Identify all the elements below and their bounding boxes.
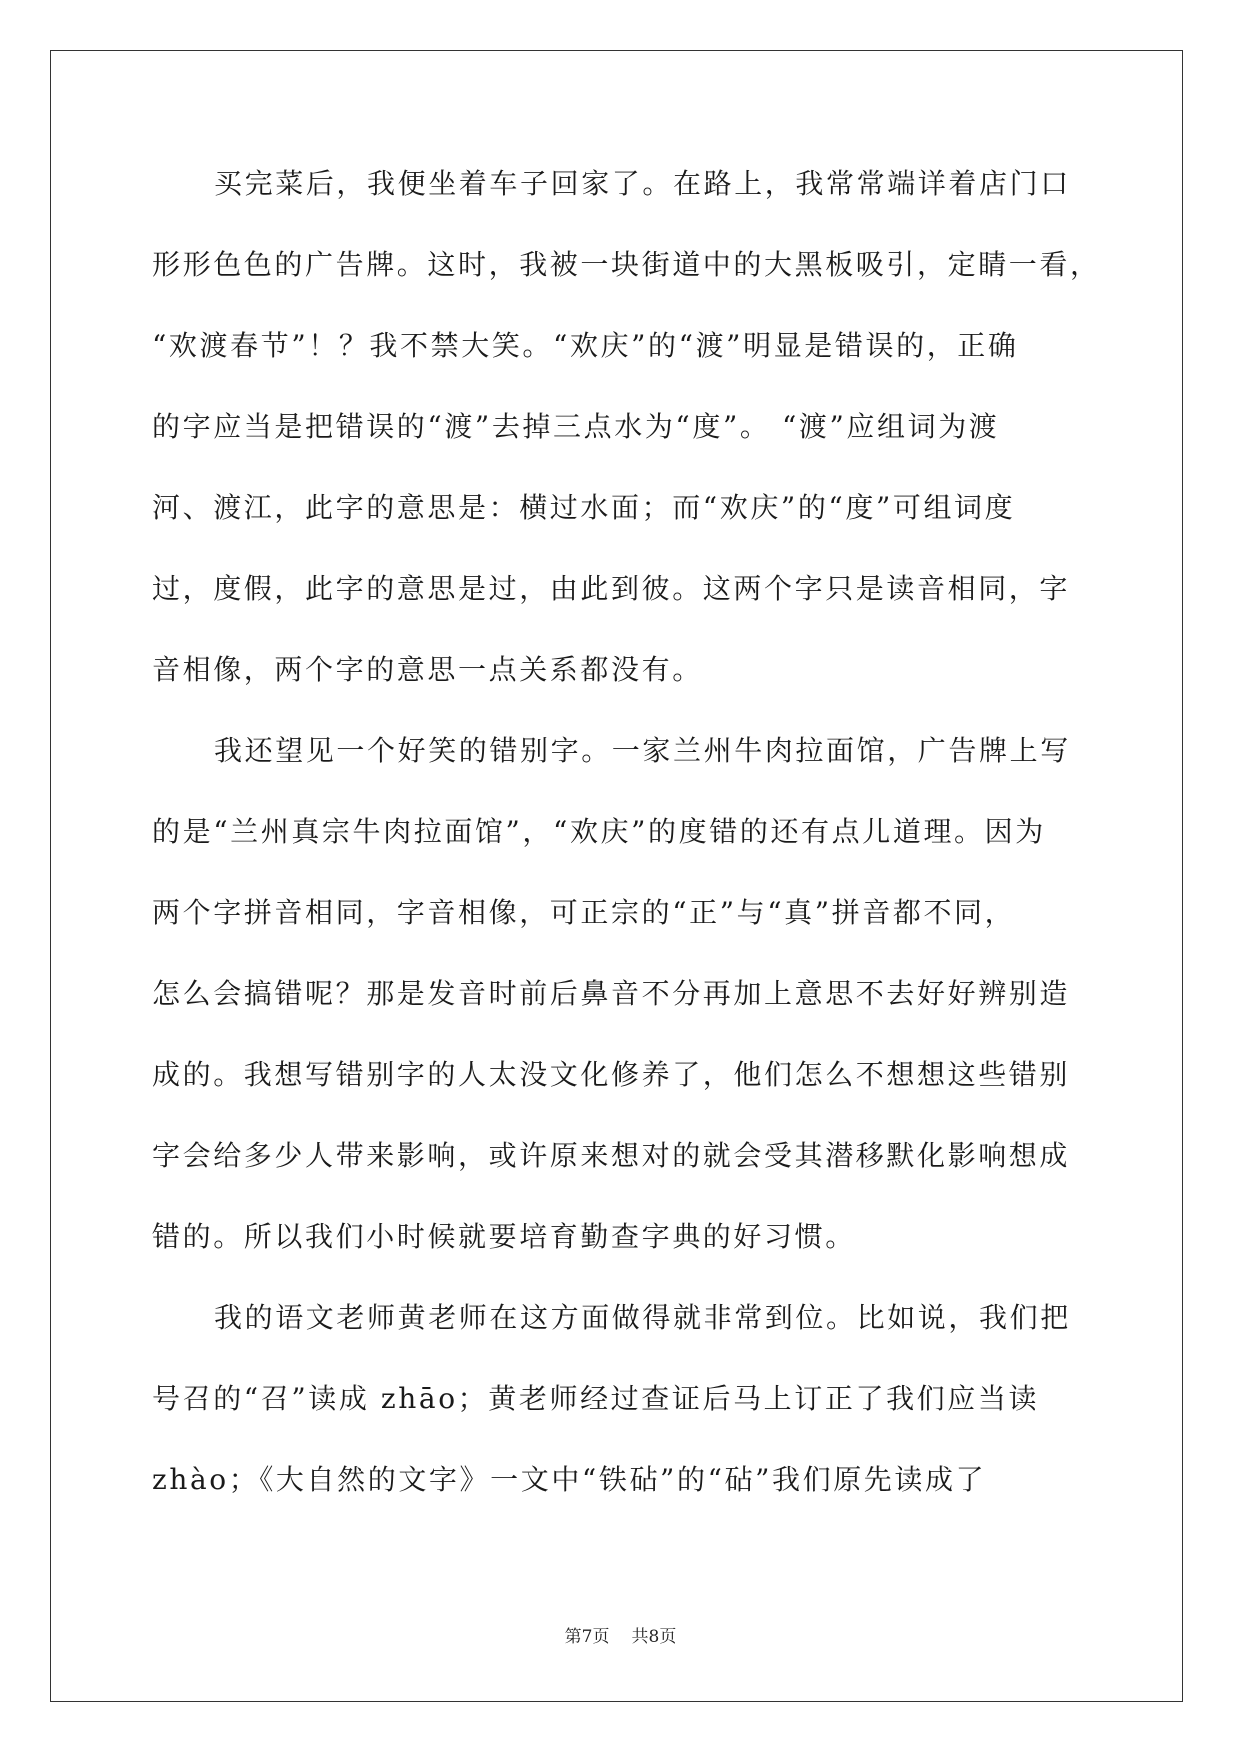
paragraph-1-line-4: 的字应当是把错误的“渡”去掉三点水为“度”。 “渡”应组词为渡 <box>152 410 1000 443</box>
paragraph-2-line-1: 我还望见一个好笑的错别字。一家兰州牛肉拉面馆，广告牌上写 <box>214 734 1071 767</box>
paragraph-1-line-7: 音相像，两个字的意思一点关系都没有。 <box>152 653 703 686</box>
paragraph-1-line-3: “欢渡春节”！？我不禁大笑。“欢庆”的“渡”明显是错误的，正确 <box>152 329 1019 362</box>
paragraph-2-line-7: 错的。所以我们小时候就要培育勤查字典的好习惯。 <box>152 1220 856 1253</box>
page-number-total: 共8页 <box>631 1627 677 1647</box>
paragraph-1-line-6: 过，度假，此字的意思是过，由此到彼。这两个字只是读音相同，字 <box>152 572 1071 605</box>
paragraph-2-line-6: 字会给多少人带来影响，或许原来想对的就会受其潜移默化影响想成 <box>152 1139 1071 1172</box>
paragraph-2-line-3: 两个字拼音相同，字音相像，可正宗的“正”与“真”拼音都不同， <box>152 896 1016 929</box>
paragraph-1-line-5: 河、渡江，此字的意思是：横过水面；而“欢庆”的“度”可组词度 <box>152 491 1016 524</box>
paragraph-2-line-5: 成的。我想写错别字的人太没文化修养了，他们怎么不想想这些错别 <box>152 1058 1071 1091</box>
page-footer <box>0 1622 1241 1647</box>
document-body <box>152 160 1102 1537</box>
paragraph-2-line-2: 的是“兰州真宗牛肉拉面馆”，“欢庆”的度错的还有点儿道理。因为 <box>152 815 1046 848</box>
paragraph-1-line-1: 买完菜后，我便坐着车子回家了。在路上，我常常端详着店门口 <box>214 167 1071 200</box>
paragraph-3-line-2: 号召的“召”读成 zhāo；黄老师经过查证后马上订正了我们应当读 <box>152 1382 1040 1415</box>
paragraph-1-line-2: 形形色色的广告牌。这时，我被一块街道中的大黑板吸引，定睛一看， <box>152 248 1101 281</box>
paragraph-2-line-4: 怎么会搞错呢？那是发音时前后鼻音不分再加上意思不去好好辨别造 <box>152 977 1071 1010</box>
paragraph-3-line-3: zhào；《大自然的文字》一文中“铁砧”的“砧”我们原先读成了 <box>152 1463 987 1496</box>
paragraph-3-line-1: 我的语文老师黄老师在这方面做得就非常到位。比如说，我们把 <box>214 1301 1071 1334</box>
page-number-current: 第7页 <box>564 1627 610 1647</box>
